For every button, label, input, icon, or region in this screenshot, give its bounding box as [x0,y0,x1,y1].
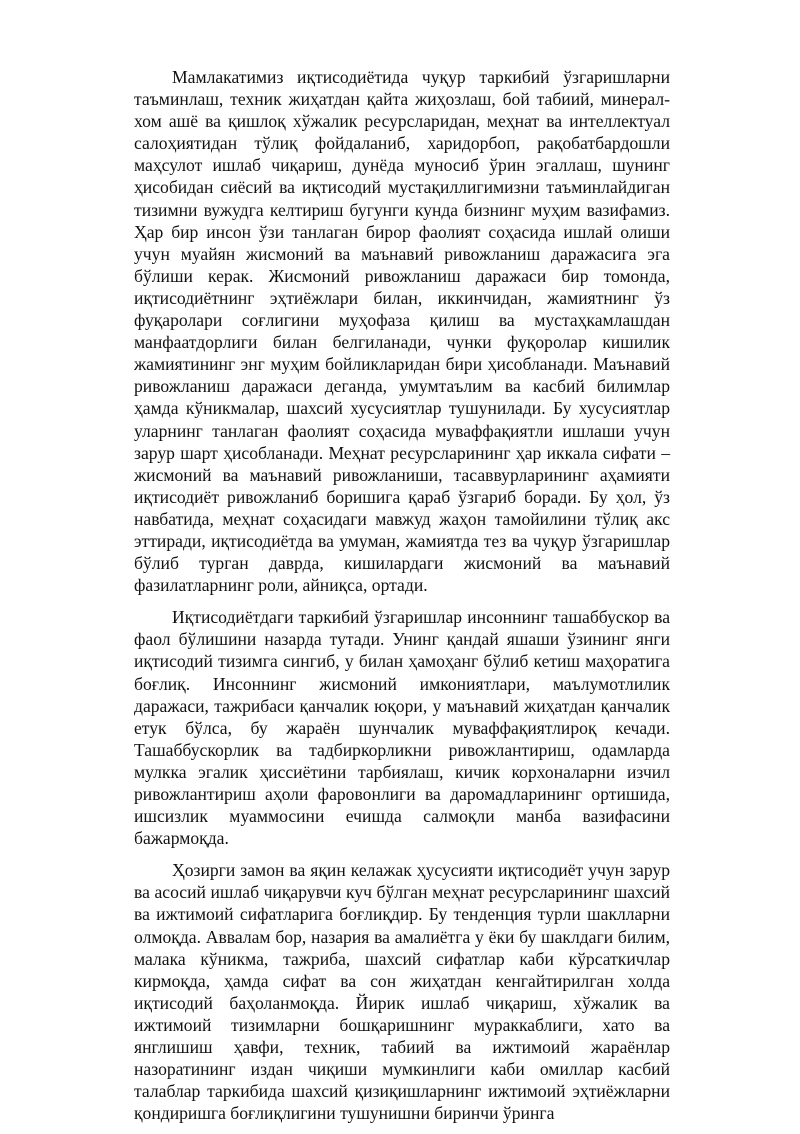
paragraph-1: Мамлакатимиз иқтисодиётида чуқур таркибий ўзгаришларни таъминлаш, техник жиҳатдан қайта жиҳозлаш, бой табиий, минерал-хом ашё ва қишлоқ хўжалик ресурсларидан, меҳнат ва интеллектуал салоҳиятидан тўлиқ фойдаланиб, харидорбоп, рақобатбардошли маҳсулот ишлаб чиқариш, дунёда муносиб ўрин эгаллаш, шунинг ҳисобидан сиёсий ва иқтисодий мустақиллигимизни таъминлайдиган тизимни вужудга келтириш бугунги кунда бизнинг муҳим вазифамиз. Ҳар бир инсон ўзи танлаган бирор фаолият соҳасида ишлай олиши учун муайян жисмоний ва маънавий ривожланиш даражасига эга бўлиши керак. Жисмоний ривожланиш даражаси бир томонда, иқтисодиётнинг эҳтиёжлари билан, иккинчидан, жамиятнинг ўз фуқаролари соғлигини муҳофаза қилиш ва мустаҳкамлашдан манфаатдорлиги билан белгиланади, чунки фуқоролар кишилик жамиятининг энг муҳим бойликларидан бири ҳисобланади. Маънавий ривожланиш даражаси деганда, умумтаълим ва касбий билимлар ҳамда кўникмалар, шахсий хусусиятлар тушунилади. Бу хусусиятлар уларнинг танлаган фаолият соҳасида муваффақиятли ишлаши учун зарур шарт ҳисобланади. Меҳнат ресурсларининг ҳар иккала сифати – жисмоний ва маънавий ривожланиши, тасаввурларининг аҳамияти иқтисодиёт ривожланиб боришига қараб ўзгариб боради. Бу ҳол, ўз навбатида, меҳнат соҳасидаги мавжуд жаҳон тамойилини тўлиқ акс эттиради, иқтисодиётда ва умуман, жамиятда тез ва чуқур ўзгаришлар бўлиб турган даврда, кишилардаги жисмоний ва маънавий фазилатларнинг роли, айниқса, ортади. [134,67,670,596]
paragraph-2: Иқтисодиётдаги таркибий ўзгаришлар инсоннинг ташаббускор ва фаол бўлишини назарда тутади. Унинг қандай яшаши ўзининг янги иқтисодий тизимга сингиб, у билан ҳамоҳанг бўлиб кетиш маҳоратига боғлиқ. Инсоннинг жисмоний имкониятлари, маълумотлилик даражаси, тажрибаси қанчалик юқори, у маънавий жиҳатдан қанчалик етук бўлса, бу жараён шунчалик муваффақиятлироқ кечади. Ташаббускорлик ва тадбиркорликни ривожлантириш, одамларда мулкка эгалик ҳиссиётини тарбиялаш, кичик корхоналарни изчил ривожлантириш аҳоли фаровонлиги ва даромадларининг ортишида, ишсизлик муаммосини ечишда салмоқли манба вазифасини бажармоқда. [134,607,670,849]
paragraph-3: Ҳозирги замон ва яқин келажак ҳусусияти иқтисодиёт учун зарур ва асосий ишлаб чиқарувчи куч бўлган меҳнат ресурсларининг шахсий ва ижтимоий сифатларига боғлиқдир. Бу тенденция турли шаклларни олмоқда. Аввалам бор, назария ва амалиётга у ёки бу шаклдаги билим, малака кўникма, тажриба, шахсий сифатлар каби кўрсаткичлар кирмоқда, ҳамда сифат ва сон жиҳатдан кенгайтирилган холда иқтисодий баҳоланмоқда. Йирик ишлаб чиқариш, хўжалик ва ижтимоий тизимларни бошқаришнинг мураккаблиги, хато ва янглишиш ҳавфи, техник, табиий ва ижтимоий жараёнлар назоратининг издан чиқиши мумкинлиги каби омиллар касбий талаблар таркибида шахсий қизиқишларнинг ижтимоий эҳтиёжларни қондиришга боғлиқлигини тушунишни биринчи ўринга [134,860,670,1124]
document-page [134,66,670,1134]
